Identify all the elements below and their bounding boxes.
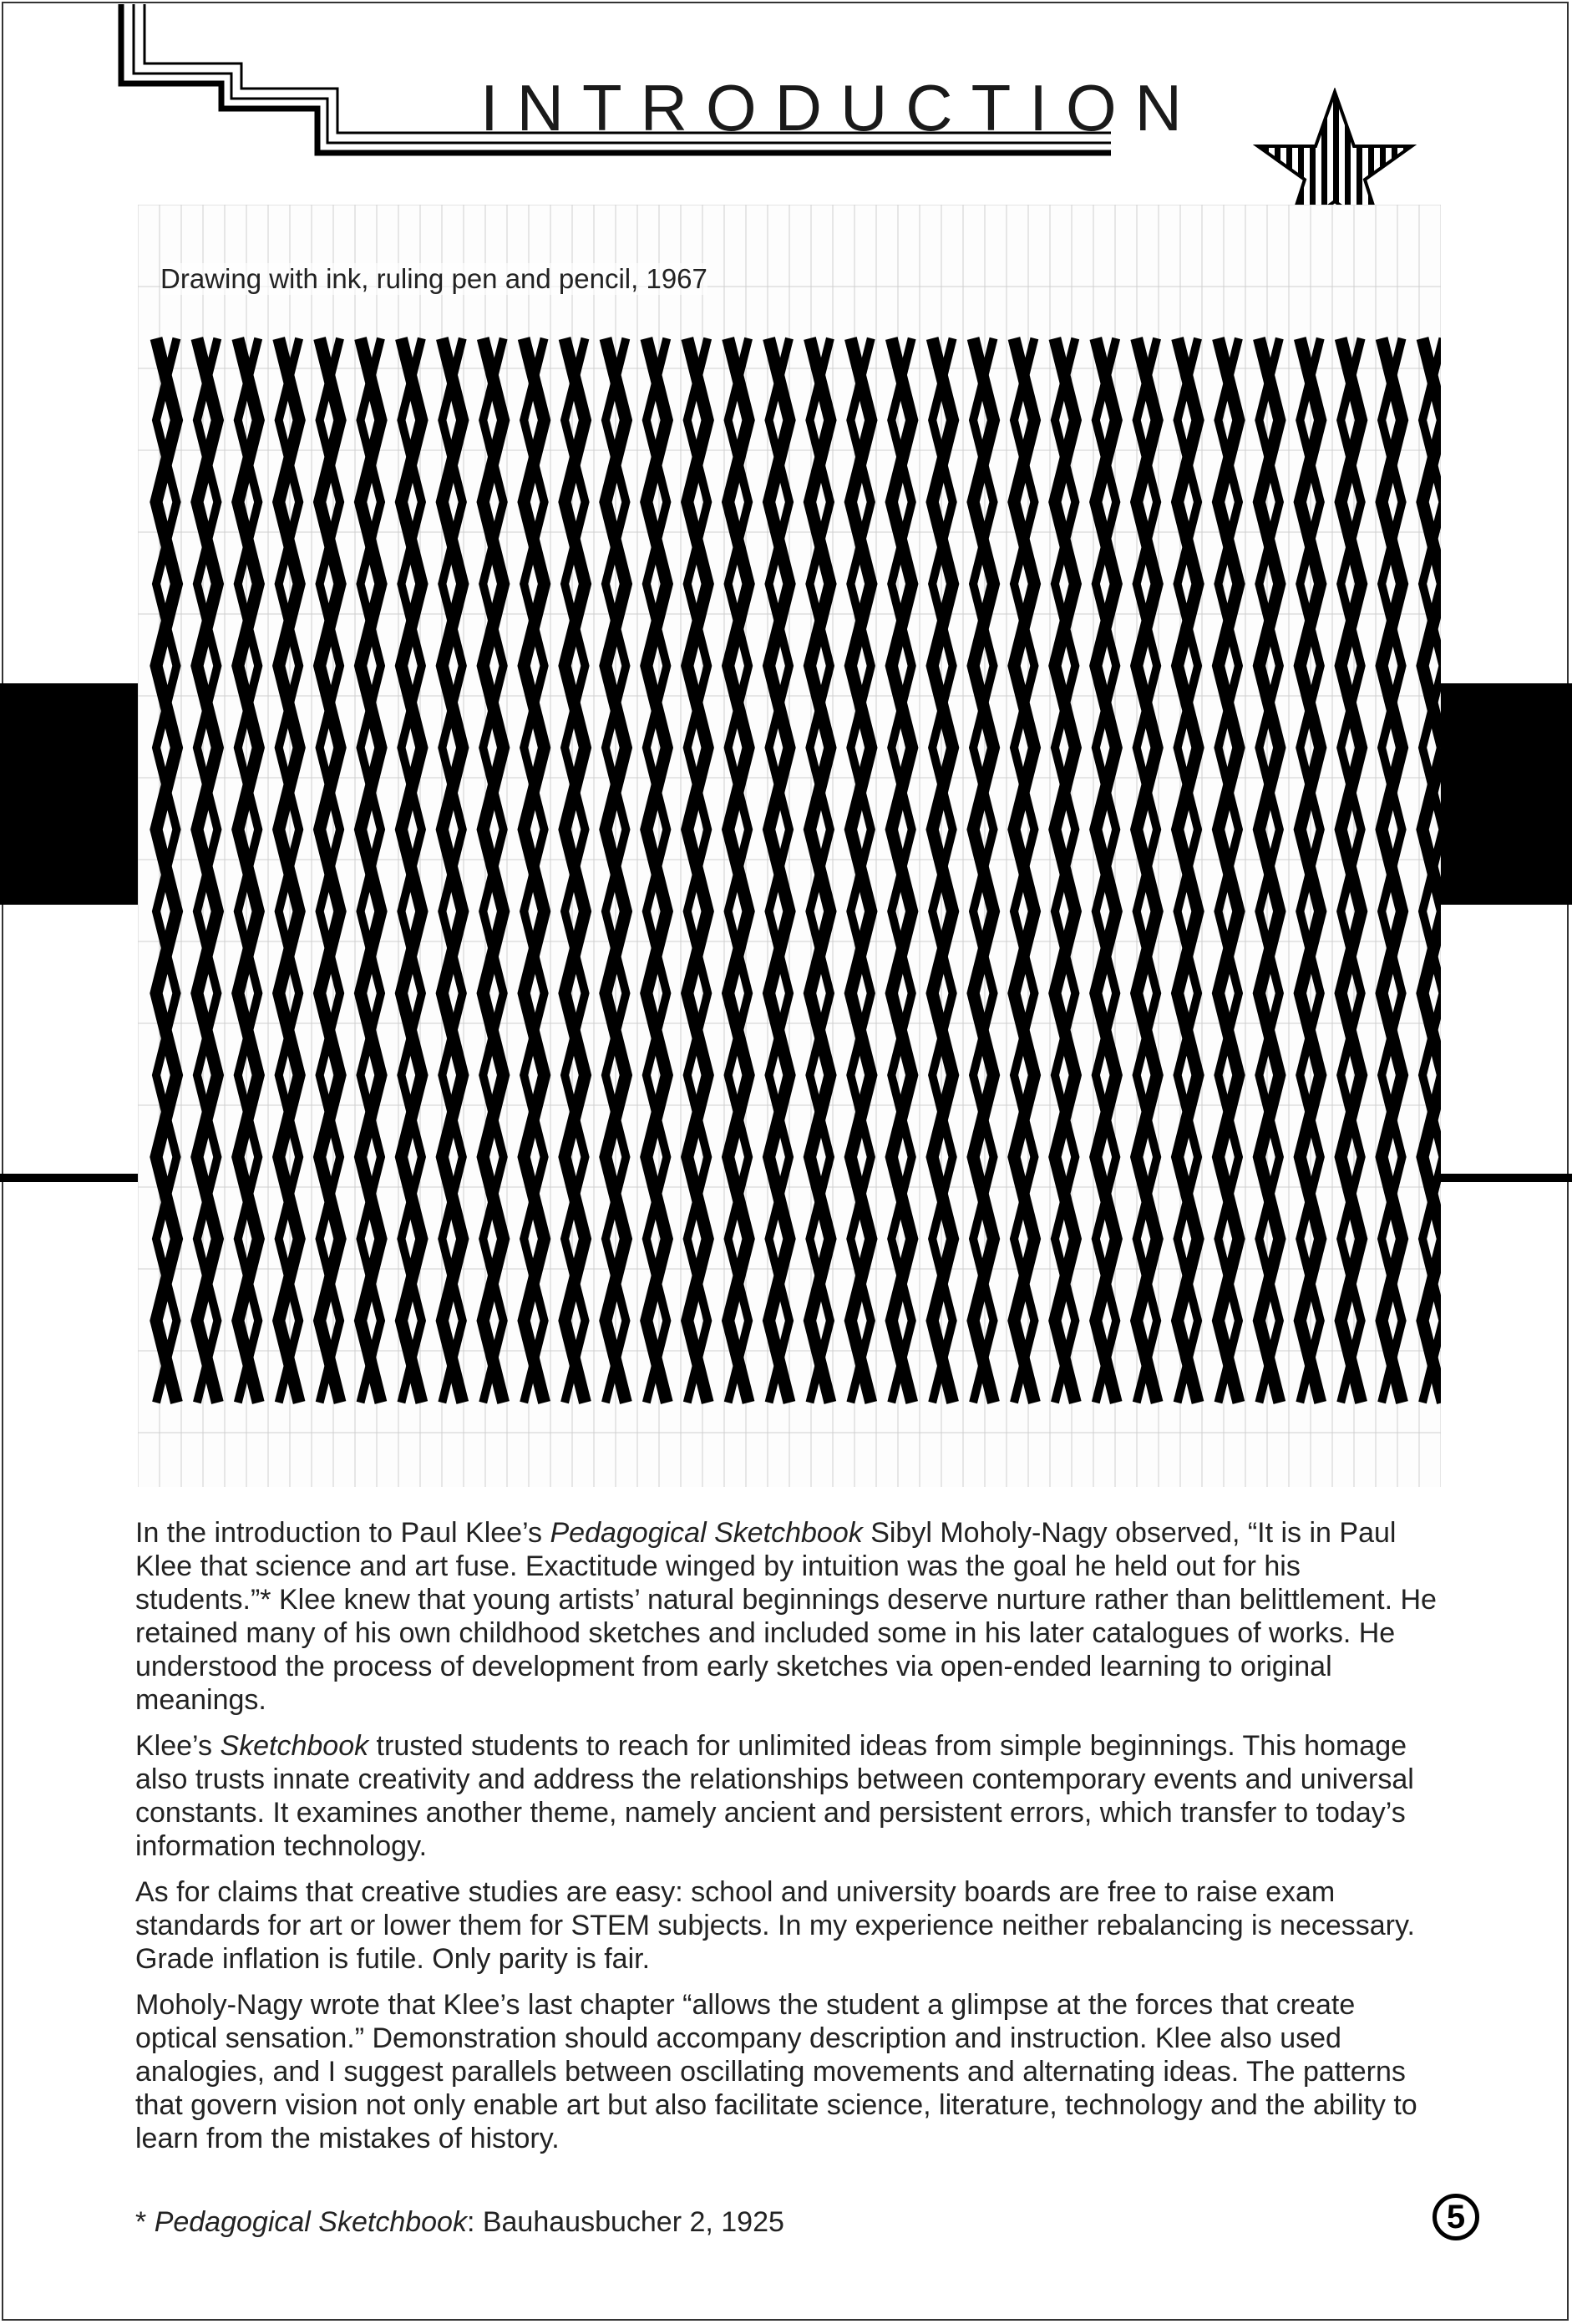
- page-title: INTRODUCTION: [480, 71, 1200, 145]
- artwork-drawing: [138, 205, 1441, 1487]
- left-side-line: [0, 1174, 138, 1182]
- left-side-block: [0, 683, 138, 905]
- right-side-line: [1441, 1174, 1572, 1182]
- paragraph-2: Klee’s Sketchbook trusted students to reach for unlimited ideas from simple beginnings. This homage also trusts innate creativity and address the relationships between contemporary events and universal constants. It examines another theme, namely ancient and persistent errors, which transfer to today’s information technology.: [135, 1730, 1414, 1862]
- figure-caption: Drawing with ink, ruling pen and pencil, 1967: [160, 263, 707, 294]
- right-side-block: [1441, 683, 1572, 905]
- paragraph-3: As for claims that creative studies are easy: school and university boards are free to raise exam standards for art or lower them for STEM subjects. In my experience neither rebalancing is necessary. Grade inflation is futile. Only parity is fair.: [135, 1876, 1415, 1975]
- page-number: 5: [1433, 2194, 1479, 2240]
- footnote: * Pedagogical Sketchbook: Bauhausbucher 2, 1925: [135, 2206, 784, 2238]
- article-body: [135, 1516, 1438, 2168]
- paragraph-4: Moholy-Nagy wrote that Klee’s last chapter “allows the student a glimpse at the forces that create optical sensation.” Demonstration should accompany description and instruction. Klee also used analogies, and I suggest parallels between oscillating movements and alternating ideas. The patterns that govern vision not only enable art but also facilitate science, literature, technology and the ability to learn from the mistakes of history.: [135, 1989, 1417, 2154]
- paragraph-1: In the introduction to Paul Klee’s Pedagogical Sketchbook Sibyl Moholy-Nagy observed, “It is in Paul Klee that science and art fuse. Exactitude winged by intuition was the goal he held out for his students.”* Klee knew that young artists’ natural beginnings deserve nurture rather than belittlement. He retained many of his own childhood sketches and included some in his later catalogues of works. He understood the process of development from early sketches via open-ended learning to original meanings.: [135, 1517, 1437, 1716]
